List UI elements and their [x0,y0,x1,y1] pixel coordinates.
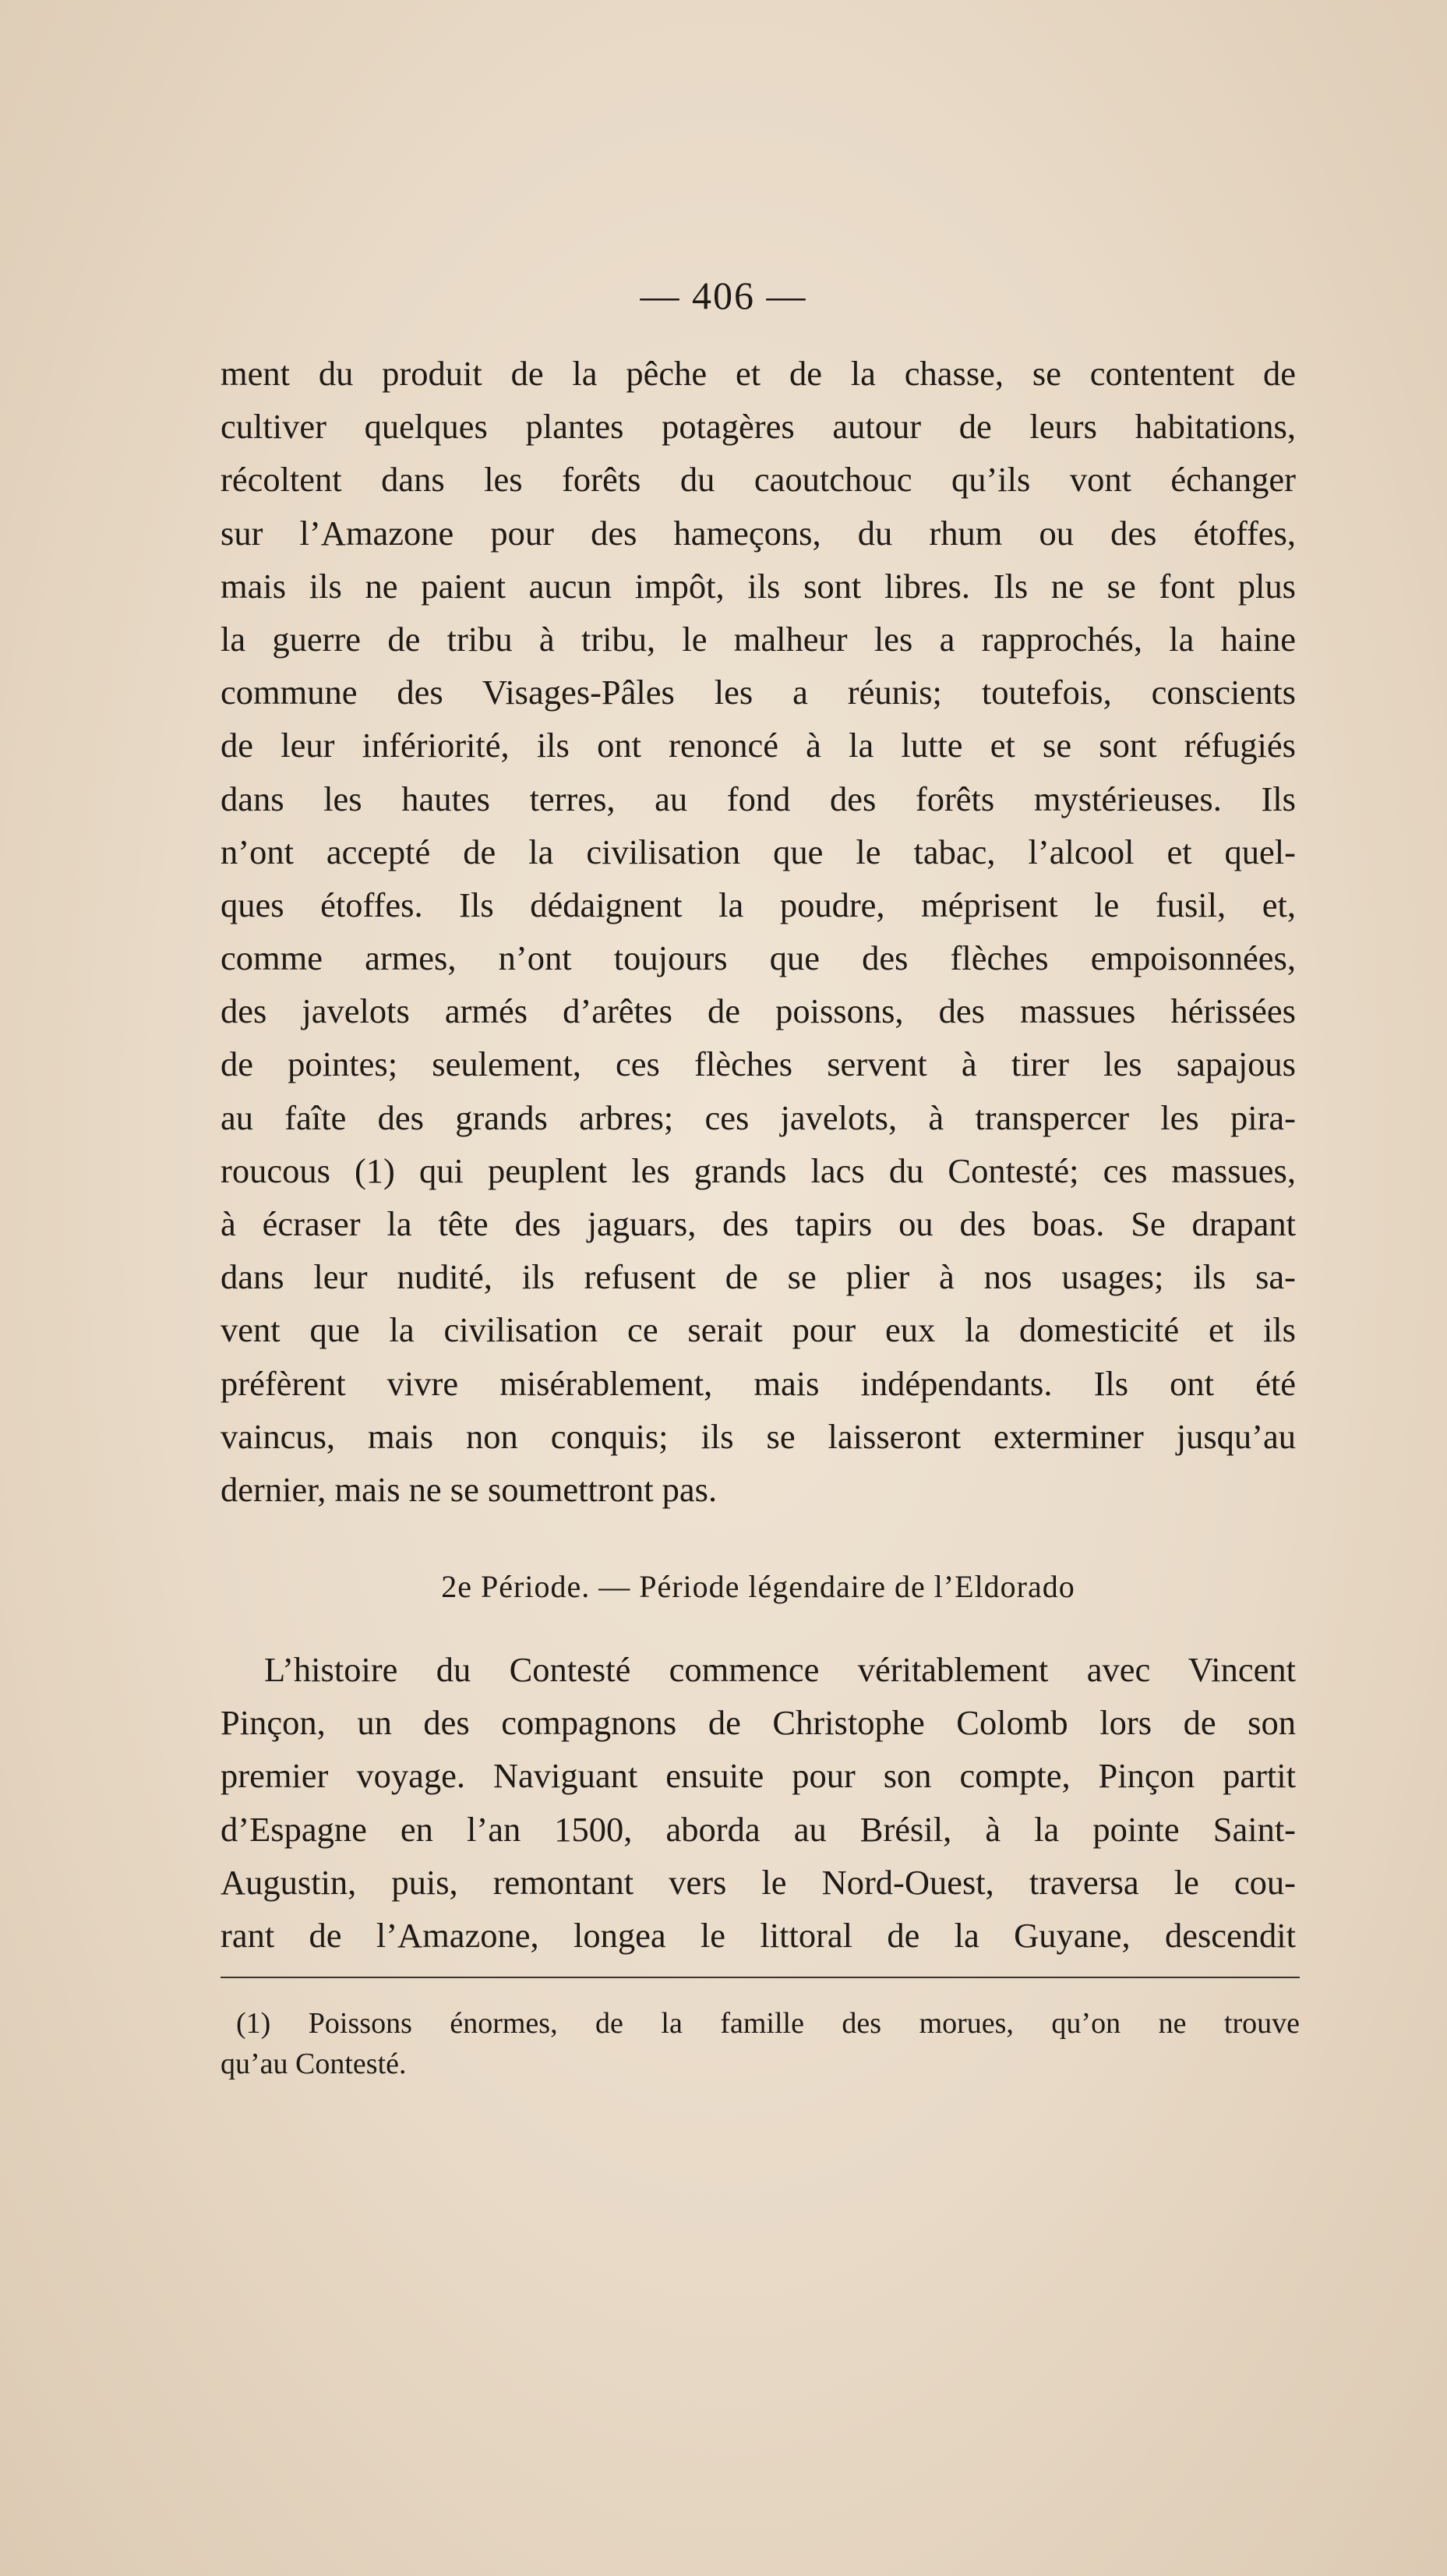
text-line: Augustin, puis, remontant vers le Nord-Ouest, traversa le cou- [221,1862,1296,1902]
text-line: de leur infériorité, ils ont renoncé à la lutte et se sont réfugiés [221,726,1296,765]
section-heading: 2e Période. — Période légendaire de l’Eldorado [441,1569,1075,1604]
text-line: préfèrent vivre misérablement, mais indépendants. Ils ont été [221,1363,1296,1403]
text-line: des javelots armés d’arêtes de poissons, des massues hérissées [221,991,1296,1031]
text-line: L’histoire du Contesté commence véritablement avec Vincent [264,1650,1296,1689]
text-line: ment du produit de la pêche et de la chasse, se contentent de [221,354,1296,393]
text-line: cultiver quelques plantes potagères autour de leurs habitations, [221,407,1296,447]
text-line: vaincus, mais non conquis; ils se laisseront exterminer jusqu’au [221,1416,1296,1456]
text-line: à écraser la tête des jaguars, des tapirs ou des boas. Se drapant [221,1204,1296,1243]
text-line: premier voyage. Naviguant ensuite pour son compte, Pinçon partit [221,1756,1296,1796]
text-line: rant de l’Amazone, longea le littoral de la Guyane, descendit [221,1915,1296,1955]
text-line: vent que la civilisation ce serait pour eux la domesticité et ils [221,1310,1296,1350]
text-line: commune des Visages-Pâles les a réunis; toutefois, conscients [221,673,1296,712]
text-line: comme armes, n’ont toujours que des flèches empoisonnées, [221,938,1296,978]
page-number: — 406 — [640,274,807,317]
text-line: ques étoffes. Ils dédaignent la poudre, méprisent le fusil, et, [221,885,1296,924]
paragraph-2 [221,1643,1296,1962]
text-line: au faîte des grands arbres; ces javelots, à transpercer les pira- [221,1097,1296,1137]
text-line: dernier, mais ne se soumettront pas. [221,1469,718,1509]
footnote-line: (1) Poissons énormes, de la famille des morues, qu’on ne trouve [236,2007,1300,2040]
footnote [221,2003,1300,2084]
text-line: d’Espagne en l’an 1500, aborda au Brésil, à la pointe Saint- [221,1809,1296,1849]
footnote-line: qu’au Contesté. [221,2048,407,2080]
text-line: n’ont accepté de la civilisation que le tabac, l’alcool et quel- [221,832,1296,871]
text-line: roucous (1) qui peuplent les grands lacs du Contesté; ces massues, [221,1150,1296,1190]
text-line: Pinçon, un des compagnons de Christophe Colomb lors de son [221,1703,1296,1743]
text-line: mais ils ne paient aucun impôt, ils sont libres. Ils ne se font plus [221,566,1296,606]
footnote-divider [221,1977,1300,1978]
text-line: de pointes; seulement, ces flèches servent à tirer les sapajous [221,1044,1296,1084]
paragraph-1 [221,347,1296,1516]
text-line: la guerre de tribu à tribu, le malheur les a rapprochés, la haine [221,619,1296,659]
text-line: récoltent dans les forêts du caoutchouc qu’ils vont échanger [221,460,1296,500]
text-line: dans les hautes terres, au fond des forêts mystérieuses. Ils [221,779,1296,818]
text-line: dans leur nudité, ils refusent de se plier à nos usages; ils sa- [221,1257,1296,1297]
text-line: sur l’Amazone pour des hameçons, du rhum ou des étoffes, [221,513,1296,553]
